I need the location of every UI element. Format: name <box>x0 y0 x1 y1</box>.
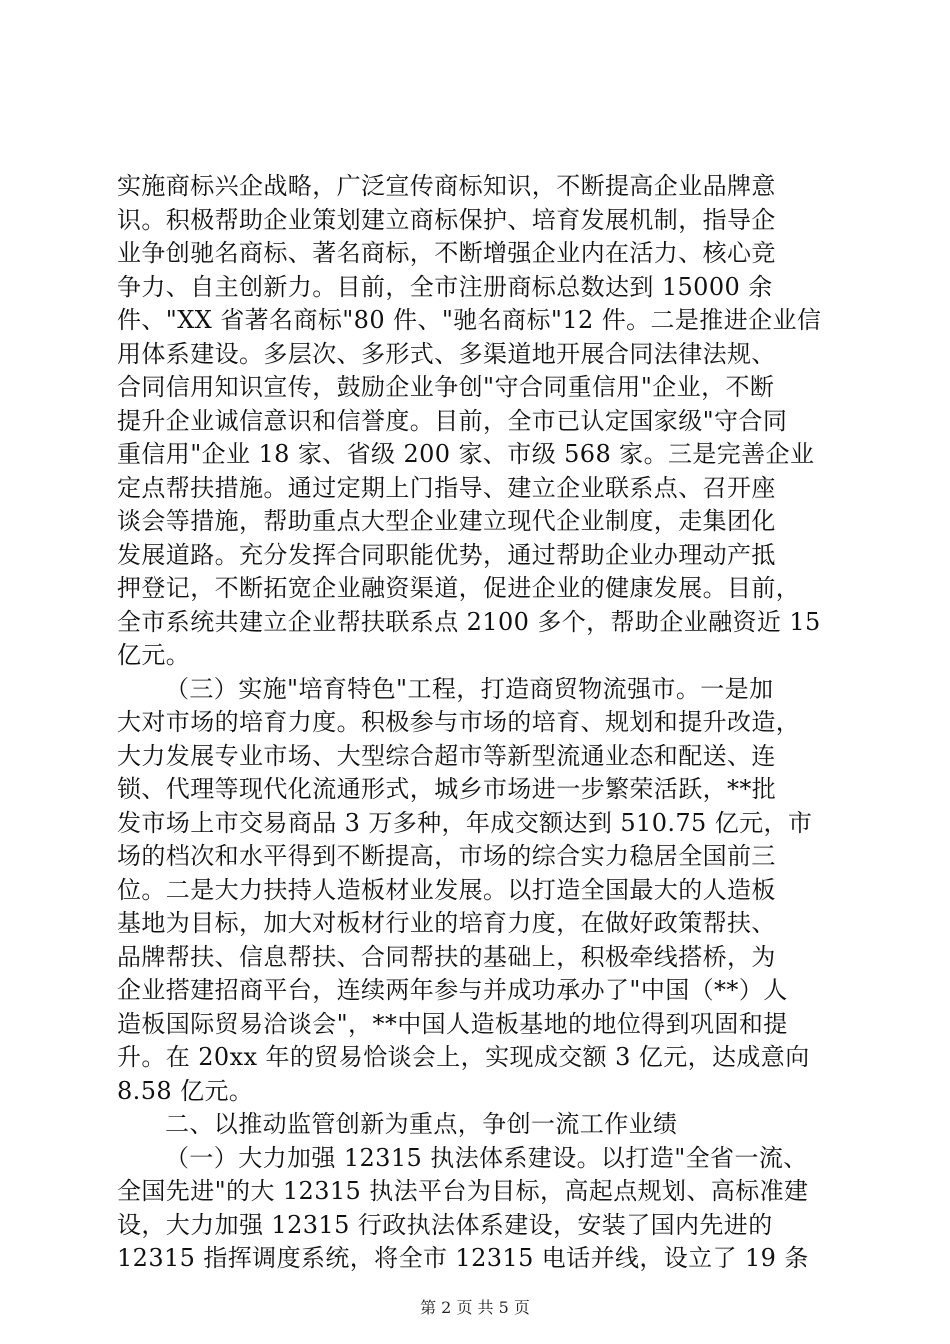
text-line: 大对市场的培育力度。积极参与市场的培育、规划和提升改造， <box>117 708 801 736</box>
text-line: 业争创驰名商标、著名商标，不断增强企业内在活力、核心竞 <box>117 239 776 267</box>
text-line: 8.58 亿元。 <box>117 1076 254 1105</box>
text-line: 场的档次和水平得到不断提高，市场的综合实力稳居全国前三 <box>117 842 776 870</box>
text-line: 锁、代理等现代化流通形式，城乡市场进一步繁荣活跃，**批 <box>117 775 777 803</box>
text-line: 基地为目标，加大对板材行业的培育力度，在做好政策帮扶、 <box>117 909 776 937</box>
text-line: 品牌帮扶、信息帮扶、合同帮扶的基础上，积极牵线搭桥，为 <box>117 942 776 971</box>
text-line: 造板国际贸易洽谈会"，**中国人造板基地的地位得到巩固和提 <box>117 1009 788 1038</box>
text-line: 提升企业诚信意识和信誉度。目前，全市已认定国家级"守合同 <box>117 406 788 435</box>
text-line: 定点帮扶措施。通过定期上门指导、建立企业联系点、召开座 <box>117 473 776 502</box>
text-line: 位。二是大力扶持人造板材业发展。以打造全国最大的人造板 <box>117 875 776 904</box>
paragraph-start-line: （一）大力加强 12315 执法体系建设。以打造"全省一流、 <box>165 1143 808 1172</box>
text-line: 大力发展专业市场、大型综合超市等新型流通业态和配送、连 <box>117 741 776 770</box>
page-number: 第 2 页 共 5 页 <box>420 1298 530 1317</box>
text-line: 设，大力加强 12315 行政执法体系建设，安装了国内先进的 <box>117 1210 773 1239</box>
text-line: 亿元。 <box>117 641 191 669</box>
text-line: 实施商标兴企战略，广泛宣传商标知识，不断提高企业品牌意 <box>117 172 776 200</box>
text-line: 全国先进"的大 12315 执法平台为目标，高起点规划、高标准建 <box>117 1177 809 1205</box>
text-line: 重信用"企业 18 家、省级 200 家、市级 568 家。三是完善企业 <box>117 440 815 468</box>
text-line: 争力、自主创新力。目前，全市注册商标总数达到 15000 余 <box>117 272 773 301</box>
text-line: 12315 指挥调度系统，将全市 12315 电话并线，设立了 19 条 <box>117 1244 809 1272</box>
text-line: 发市场上市交易商品 3 万多种，年成交额达到 510.75 亿元，市 <box>117 808 813 837</box>
paragraph-start-line: （三）实施"培育特色"工程，打造商贸物流强市。一是加 <box>165 674 774 703</box>
document-body <box>117 170 837 1276</box>
text-line: 合同信用知识宣传，鼓励企业争创"守合同重信用"企业，不断 <box>117 373 775 401</box>
text-line: 升。在 20xx 年的贸易恰谈会上，实现成交额 3 亿元，达成意向 <box>117 1043 810 1071</box>
text-line: 全市系统共建立企业帮扶联系点 2100 多个，帮助企业融资近 15 <box>117 607 821 636</box>
section-heading: 二、以推动监管创新为重点，争创一流工作业绩 <box>165 1110 678 1138</box>
text-line: 件、"XX 省著名商标"80 件、"驰名商标"12 件。二是推进企业信 <box>117 306 822 334</box>
text-line: 押登记，不断拓宽企业融资渠道，促进企业的健康发展。目前， <box>117 574 801 602</box>
text-line: 企业搭建招商平台，连续两年参与并成功承办了"中国（**）人 <box>117 976 788 1004</box>
text-line: 用体系建设。多层次、多形式、多渠道地开展合同法律法规、 <box>117 339 776 368</box>
text-line: 谈会等措施，帮助重点大型企业建立现代企业制度，走集团化 <box>117 507 776 535</box>
text-line: 识。积极帮助企业策划建立商标保护、培育发展机制，指导企 <box>117 205 776 234</box>
text-line: 发展道路。充分发挥合同职能优势，通过帮助企业办理动产抵 <box>117 540 776 569</box>
